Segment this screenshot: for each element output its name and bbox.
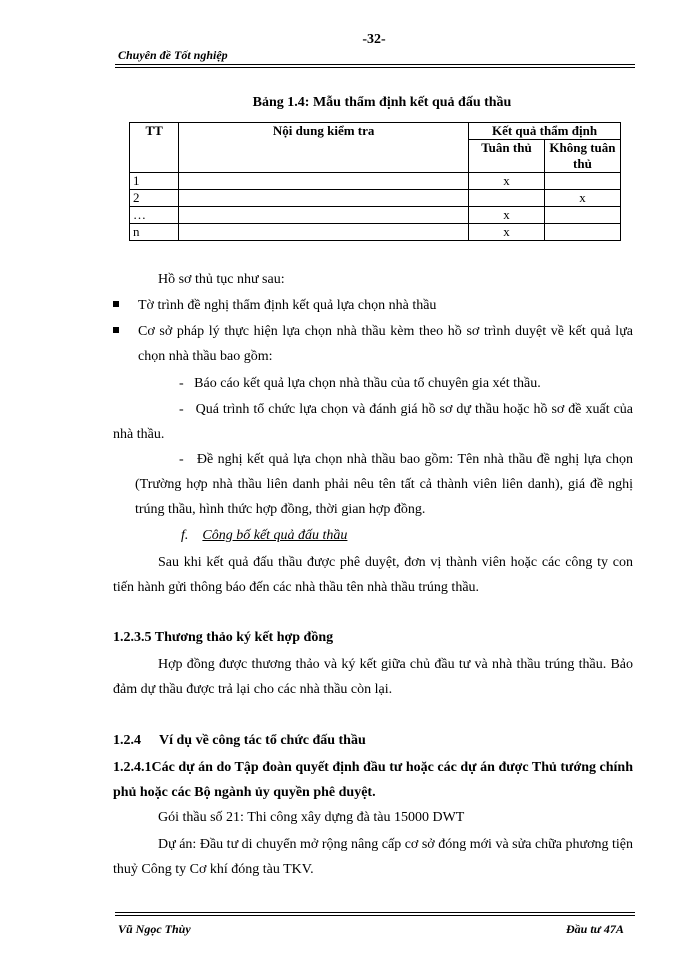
- row-tt: …: [130, 207, 179, 224]
- heading-124: [113, 733, 366, 749]
- row-noncomply: [544, 173, 620, 190]
- page-number: -32-: [362, 32, 386, 47]
- header-divider: [115, 64, 635, 68]
- table-header-tt: TT: [130, 123, 179, 173]
- heading-1241: 1.2.4.1Các dự án do Tập đoàn quyết định đầu tư hoặc các dự án được Thủ tướng chính phủ hoặc các Bộ ngành ủy quyền phê duyệt.: [113, 760, 633, 800]
- subsection-f-title: Công bố kết quả đấu thầu: [202, 528, 348, 543]
- bullet-text: Tờ trình đề nghị thẩm định kết quả lựa chọn nhà thầu: [138, 298, 437, 313]
- header-title: Chuyên đề Tốt nghiệp: [118, 48, 228, 62]
- row-content: [179, 190, 469, 207]
- heading-124-number: 1.2.4: [113, 733, 141, 748]
- row-tt: 2: [130, 190, 179, 207]
- row-tt: n: [130, 224, 179, 241]
- row-comply: [469, 190, 545, 207]
- table-row: [130, 224, 621, 241]
- dash-mark: -: [179, 452, 184, 467]
- table-header-content: Nội dung kiểm tra: [179, 123, 469, 173]
- dash-text: Báo cáo kết quả lựa chọn nhà thầu của tổ chuyên gia xét thầu.: [194, 376, 541, 391]
- row-noncomply: [544, 207, 620, 224]
- footer-class: Đầu tư 47A: [566, 922, 624, 936]
- paragraph-contract: Hợp đồng được thương thảo và ký kết giữa chủ đầu tư và nhà thầu trúng thầu. Bảo đảm dự thầu được trả lại cho các nhà thầu còn lại.: [113, 657, 633, 697]
- list-item: [113, 319, 633, 369]
- row-comply: x: [469, 207, 545, 224]
- table-caption: Bảng 1.4: Mẫu thẩm định kết quả đấu thầu: [252, 95, 512, 110]
- row-content: [179, 224, 469, 241]
- paragraph-project: Dự án: Đầu tư di chuyển mở rộng nâng cấp cơ sở đóng mới và sửa chữa phương tiện thuỷ Công ty Cơ khí đóng tàu TKV.: [113, 837, 633, 877]
- footer-author: Vũ Ngọc Thùy: [118, 922, 191, 936]
- row-tt: 1: [130, 173, 179, 190]
- list-item: [113, 397, 633, 447]
- appraisal-table: [129, 122, 621, 241]
- table-row: [130, 190, 621, 207]
- dash-mark: -: [179, 402, 184, 417]
- list-item: [113, 293, 633, 318]
- bullet-square-icon: [113, 301, 119, 307]
- dash-mark: -: [179, 376, 184, 391]
- row-content: [179, 207, 469, 224]
- dash-text: Đề nghị kết quả lựa chọn nhà thầu bao gồm: Tên nhà thầu đề nghị lựa chọn (Trường hợp nhà thầu liên danh phải nêu tên tất cả thành viên liên danh), giá đề nghị trúng thầu, hình thức hợp đồng, thời gian hợp đồng.: [135, 452, 634, 517]
- table-row: [130, 207, 621, 224]
- intro-text: Hồ sơ thủ tục như sau:: [158, 272, 285, 287]
- subsection-f: [181, 528, 347, 544]
- table-header-comply: Tuân thủ: [469, 140, 545, 173]
- list-item: [135, 371, 633, 396]
- list-item: [135, 447, 633, 522]
- bullet-text: Cơ sở pháp lý thực hiện lựa chọn nhà thầu kèm theo hồ sơ trình duyệt về kết quả lựa chọn nhà thầu bao gồm:: [138, 324, 633, 364]
- heading-1235: 1.2.3.5 Thương thảo ký kết hợp đồng: [113, 630, 334, 645]
- row-comply: x: [469, 173, 545, 190]
- heading-124-text: Ví dụ về công tác tổ chức đấu thầu: [159, 733, 366, 748]
- row-noncomply: x: [544, 190, 620, 207]
- table-header-result: Kết quả thẩm định: [469, 123, 621, 140]
- dash-text: Quá trình tổ chức lựa chọn và đánh giá hồ sơ dự thầu hoặc hồ sơ đề xuất của nhà thầu.: [113, 402, 633, 442]
- subsection-f-label: f.: [181, 528, 189, 543]
- paragraph-package: Gói thầu số 21: Thi công xây dựng đà tàu 15000 DWT: [158, 810, 465, 825]
- row-noncomply: [544, 224, 620, 241]
- table-header-noncomply: Không tuân thủ: [544, 140, 620, 173]
- table-row: [130, 173, 621, 190]
- paragraph-publish: Sau khi kết quả đấu thầu được phê duyệt, đơn vị thành viên hoặc các công ty con tiến hành gửi thông báo đến các nhà thầu tên nhà thầu trúng thầu.: [113, 555, 633, 595]
- bullet-square-icon: [113, 327, 119, 333]
- row-comply: x: [469, 224, 545, 241]
- row-content: [179, 173, 469, 190]
- footer-divider: [115, 912, 635, 916]
